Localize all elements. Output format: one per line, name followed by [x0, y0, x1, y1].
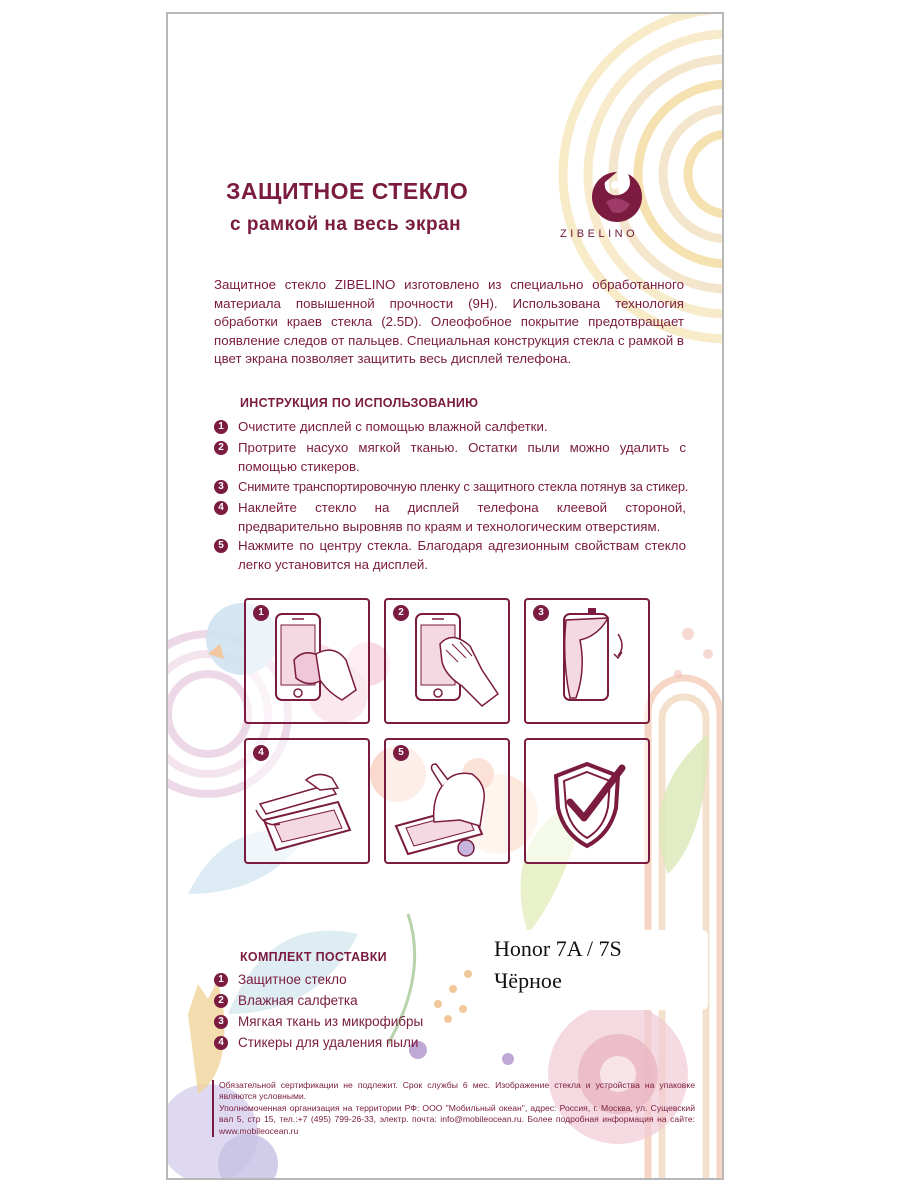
brand-logo-text: ZIBELINO	[560, 228, 639, 240]
product-description: Защитное стекло ZIBELINO изготовлено из специально обработанного материала повышенной прочности (9H). Использована технология обработки краев стекла (2.5D). Олеофобное покрытие предотвращает появление следов от пальцев. Специальная конструкция стекла с рамкой в цвет экрана позволяет защитить весь дисплей телефона.	[214, 277, 684, 366]
illustration-number: 5	[393, 745, 409, 761]
package-card	[166, 12, 724, 1180]
kit-item-text: Влажная салфетка	[238, 993, 358, 1008]
illustration-number: 2	[393, 605, 409, 621]
step-text: Снимите транспортировочную пленку с защитного стекла потянув за стикер.	[238, 479, 689, 494]
illustration-number: 3	[533, 605, 549, 621]
instruction-step	[214, 418, 686, 437]
instruction-step	[214, 537, 686, 574]
instruction-step	[214, 439, 686, 476]
step-text: Протрите насухо мягкой тканью. Остатки пыли можно удалить с помощью стикеров.	[238, 440, 686, 474]
page-title: ЗАЩИТНОЕ СТЕКЛО	[226, 178, 469, 204]
illustration-number: 4	[253, 745, 269, 761]
kit-item-text: Мягкая ткань из микрофибры	[238, 1014, 424, 1029]
model-color: Чёрное	[494, 968, 562, 993]
legal-info	[212, 1080, 695, 1137]
kit-heading: КОМПЛЕКТ ПОСТАВКИ	[240, 950, 387, 964]
legal-organization: Уполномоченная организация на территории РФ: ООО "Мобильный океан", адрес: Россия, г. Москва, ул. Сущевский вал 5, стр 15, тел.:+7 (495) 799-26-33, электр. почта: info@mobileocean.ru. Более подробная информация на сайте: www.mobileocean.ru	[219, 1102, 695, 1136]
kit-item	[214, 971, 474, 989]
kit-item-number: 3	[214, 1015, 228, 1029]
shield-check-icon	[526, 740, 648, 862]
step-illustration-4	[244, 738, 370, 864]
illustration-number: 1	[253, 605, 269, 621]
step-number: 2	[214, 441, 228, 455]
protection-illustration	[524, 738, 650, 864]
model-label	[488, 930, 708, 1010]
kit-item-number: 1	[214, 973, 228, 987]
zibelino-logo-icon	[588, 168, 646, 226]
step-number: 5	[214, 539, 228, 553]
kit-item	[214, 1034, 474, 1052]
step-illustration-3	[524, 598, 650, 724]
legal-certification: Обязательной сертификации не подлежит. Срок службы 6 мес. Изображение стекла и устройства на упаковке являются условными.	[219, 1080, 695, 1102]
kit-item	[214, 1013, 474, 1031]
kit-item	[214, 992, 474, 1010]
kit-item-number: 4	[214, 1036, 228, 1050]
step-illustration-2	[384, 598, 510, 724]
instruction-step	[214, 499, 686, 536]
instruction-step	[214, 478, 689, 497]
instructions-heading: ИНСТРУКЦИЯ ПО ИСПОЛЬЗОВАНИЮ	[240, 396, 479, 410]
page-subtitle: с рамкой на весь экран	[230, 214, 462, 235]
step-number: 3	[214, 480, 228, 494]
kit-item-text: Защитное стекло	[238, 972, 347, 987]
kit-item-number: 2	[214, 994, 228, 1008]
kit-item-text: Стикеры для удаления пыли	[238, 1035, 419, 1050]
step-illustration-5	[384, 738, 510, 864]
step-number: 1	[214, 420, 228, 434]
step-text: Очистите дисплей с помощью влажной салфетки.	[238, 419, 548, 434]
step-text: Наклейте стекло на дисплей телефона клеевой стороной, предварительно выровняв по краям и технологическим отверстиям.	[238, 500, 686, 534]
step-illustration-1	[244, 598, 370, 724]
step-number: 4	[214, 501, 228, 515]
step-text: Нажмите по центру стекла. Благодаря адгезионным свойствам стекло легко установится на дисплей.	[238, 538, 686, 572]
model-name: Honor 7A / 7S	[494, 936, 622, 961]
